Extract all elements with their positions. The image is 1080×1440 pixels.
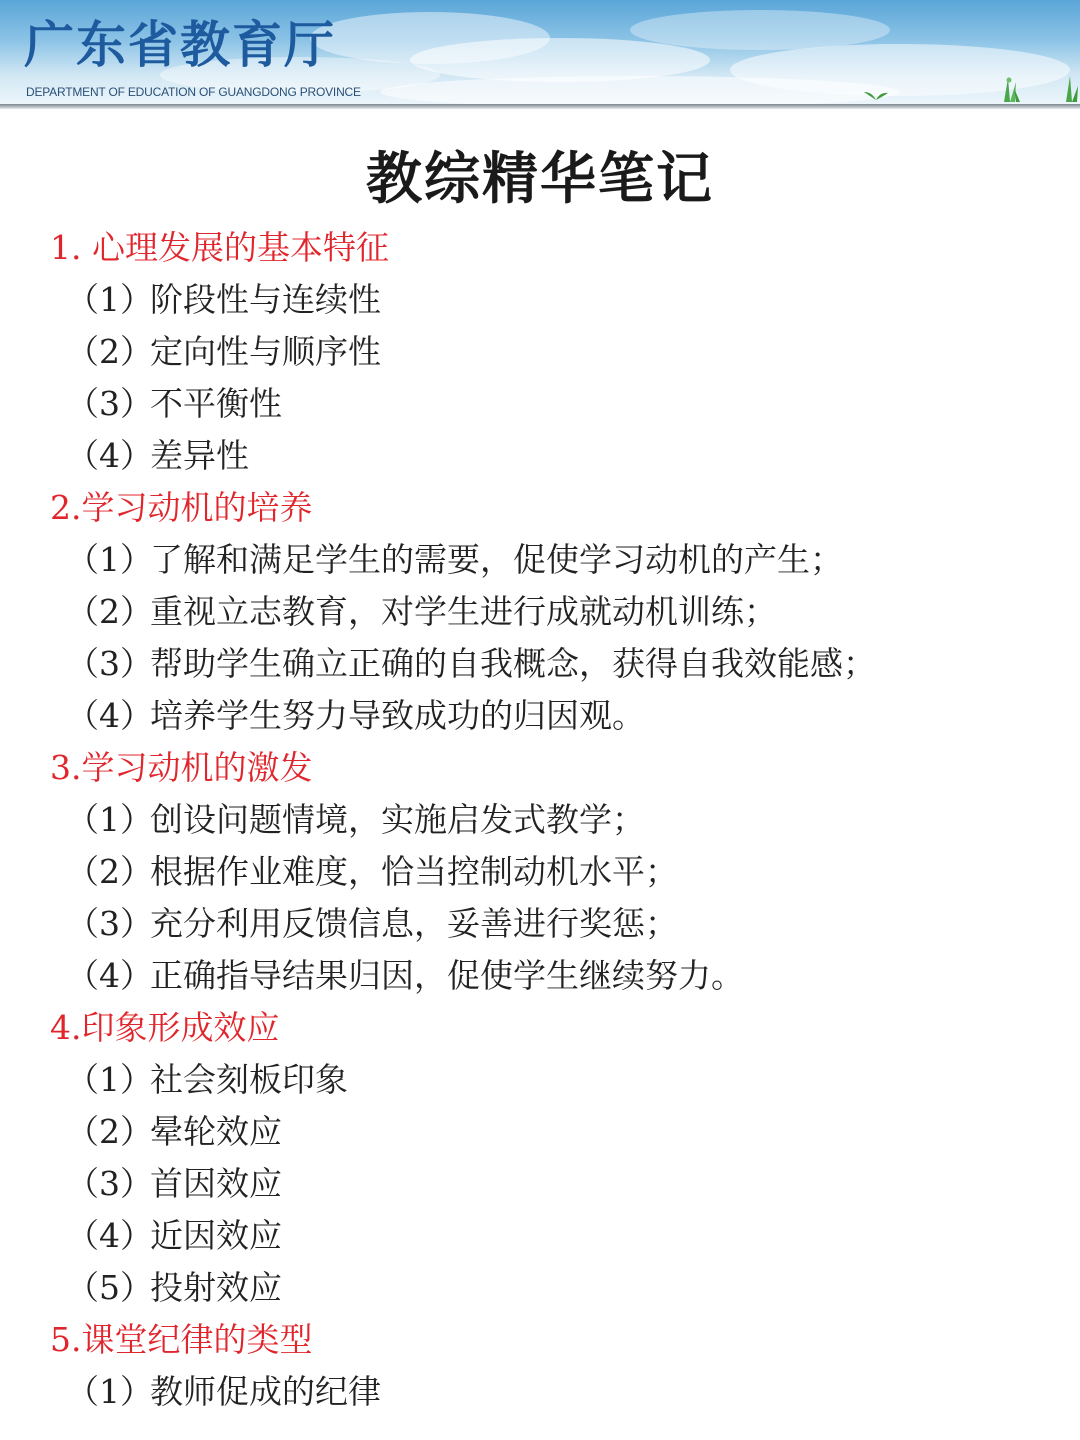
section — [0, 482, 1080, 742]
list-item — [0, 690, 1080, 742]
item-number: （1） — [66, 280, 153, 319]
item-number: （2） — [66, 852, 153, 891]
item-text: 正确指导结果归因，促使学生继续努力。 — [150, 956, 744, 995]
item-number: （2） — [66, 592, 153, 631]
item-text: 培养学生努力导致成功的归因观。 — [150, 696, 645, 735]
list-item — [0, 1262, 1080, 1314]
item-number: （4） — [66, 436, 153, 475]
item-text: 首因效应 — [150, 1164, 282, 1203]
item-text: 晕轮效应 — [150, 1112, 282, 1151]
list-item — [0, 586, 1080, 638]
item-text: 帮助学生确立正确的自我概念，获得自我效能感； — [150, 644, 876, 683]
section-heading: 1. 心理发展的基本特征 — [50, 228, 389, 267]
header-banner — [0, 0, 1080, 106]
section-heading: 5.课堂纪律的类型 — [50, 1320, 313, 1359]
item-text: 教师促成的纪律 — [150, 1372, 381, 1411]
list-item — [0, 274, 1080, 326]
item-text: 定向性与顺序性 — [150, 332, 381, 371]
item-text: 了解和满足学生的需要，促使学习动机的产生； — [150, 540, 843, 579]
page-title: 教综精华笔记 — [366, 147, 714, 212]
item-text: 不平衡性 — [150, 384, 282, 423]
section — [0, 1002, 1080, 1314]
item-number: （1） — [66, 800, 153, 839]
section-heading: 3.学习动机的激发 — [50, 748, 313, 787]
banner-divider — [0, 104, 1080, 109]
list-item — [0, 846, 1080, 898]
list-item — [0, 378, 1080, 430]
list-item — [0, 1158, 1080, 1210]
item-number: （2） — [66, 1112, 153, 1151]
section — [0, 1314, 1080, 1418]
list-item — [0, 898, 1080, 950]
banner-title: 广东省教育厅 — [24, 16, 336, 74]
list-item — [0, 1366, 1080, 1418]
list-item — [0, 950, 1080, 1002]
item-number: （3） — [66, 384, 153, 423]
item-text: 充分利用反馈信息，妥善进行奖惩； — [150, 904, 678, 943]
item-number: （3） — [66, 644, 153, 683]
item-number: （4） — [66, 696, 153, 735]
item-text: 投射效应 — [150, 1268, 282, 1307]
list-item — [0, 430, 1080, 482]
list-item — [0, 534, 1080, 586]
list-item — [0, 326, 1080, 378]
list-item — [0, 638, 1080, 690]
item-number: （4） — [66, 956, 153, 995]
notes-content — [0, 222, 1080, 1418]
item-text: 根据作业难度，恰当控制动机水平； — [150, 852, 678, 891]
list-item — [0, 1054, 1080, 1106]
item-number: （1） — [66, 1060, 153, 1099]
item-number: （4） — [66, 1216, 153, 1255]
item-text: 社会刻板印象 — [150, 1060, 348, 1099]
item-number: （1） — [66, 1372, 153, 1411]
item-number: （5） — [66, 1268, 153, 1307]
item-text: 创设问题情境，实施启发式教学； — [150, 800, 645, 839]
banner-subtitle: DEPARTMENT OF EDUCATION OF GUANGDONG PROVINCE — [26, 85, 361, 99]
item-text: 阶段性与连续性 — [150, 280, 381, 319]
list-item — [0, 794, 1080, 846]
section-heading: 2.学习动机的培养 — [50, 488, 313, 527]
item-text: 重视立志教育，对学生进行成就动机训练； — [150, 592, 777, 631]
item-number: （3） — [66, 904, 153, 943]
item-text: 差异性 — [150, 436, 249, 475]
list-item — [0, 1106, 1080, 1158]
item-text: 近因效应 — [150, 1216, 282, 1255]
list-item — [0, 1210, 1080, 1262]
section — [0, 742, 1080, 1002]
section — [0, 222, 1080, 482]
section-heading: 4.印象形成效应 — [50, 1008, 280, 1047]
item-number: （2） — [66, 332, 153, 371]
item-number: （3） — [66, 1164, 153, 1203]
item-number: （1） — [66, 540, 153, 579]
